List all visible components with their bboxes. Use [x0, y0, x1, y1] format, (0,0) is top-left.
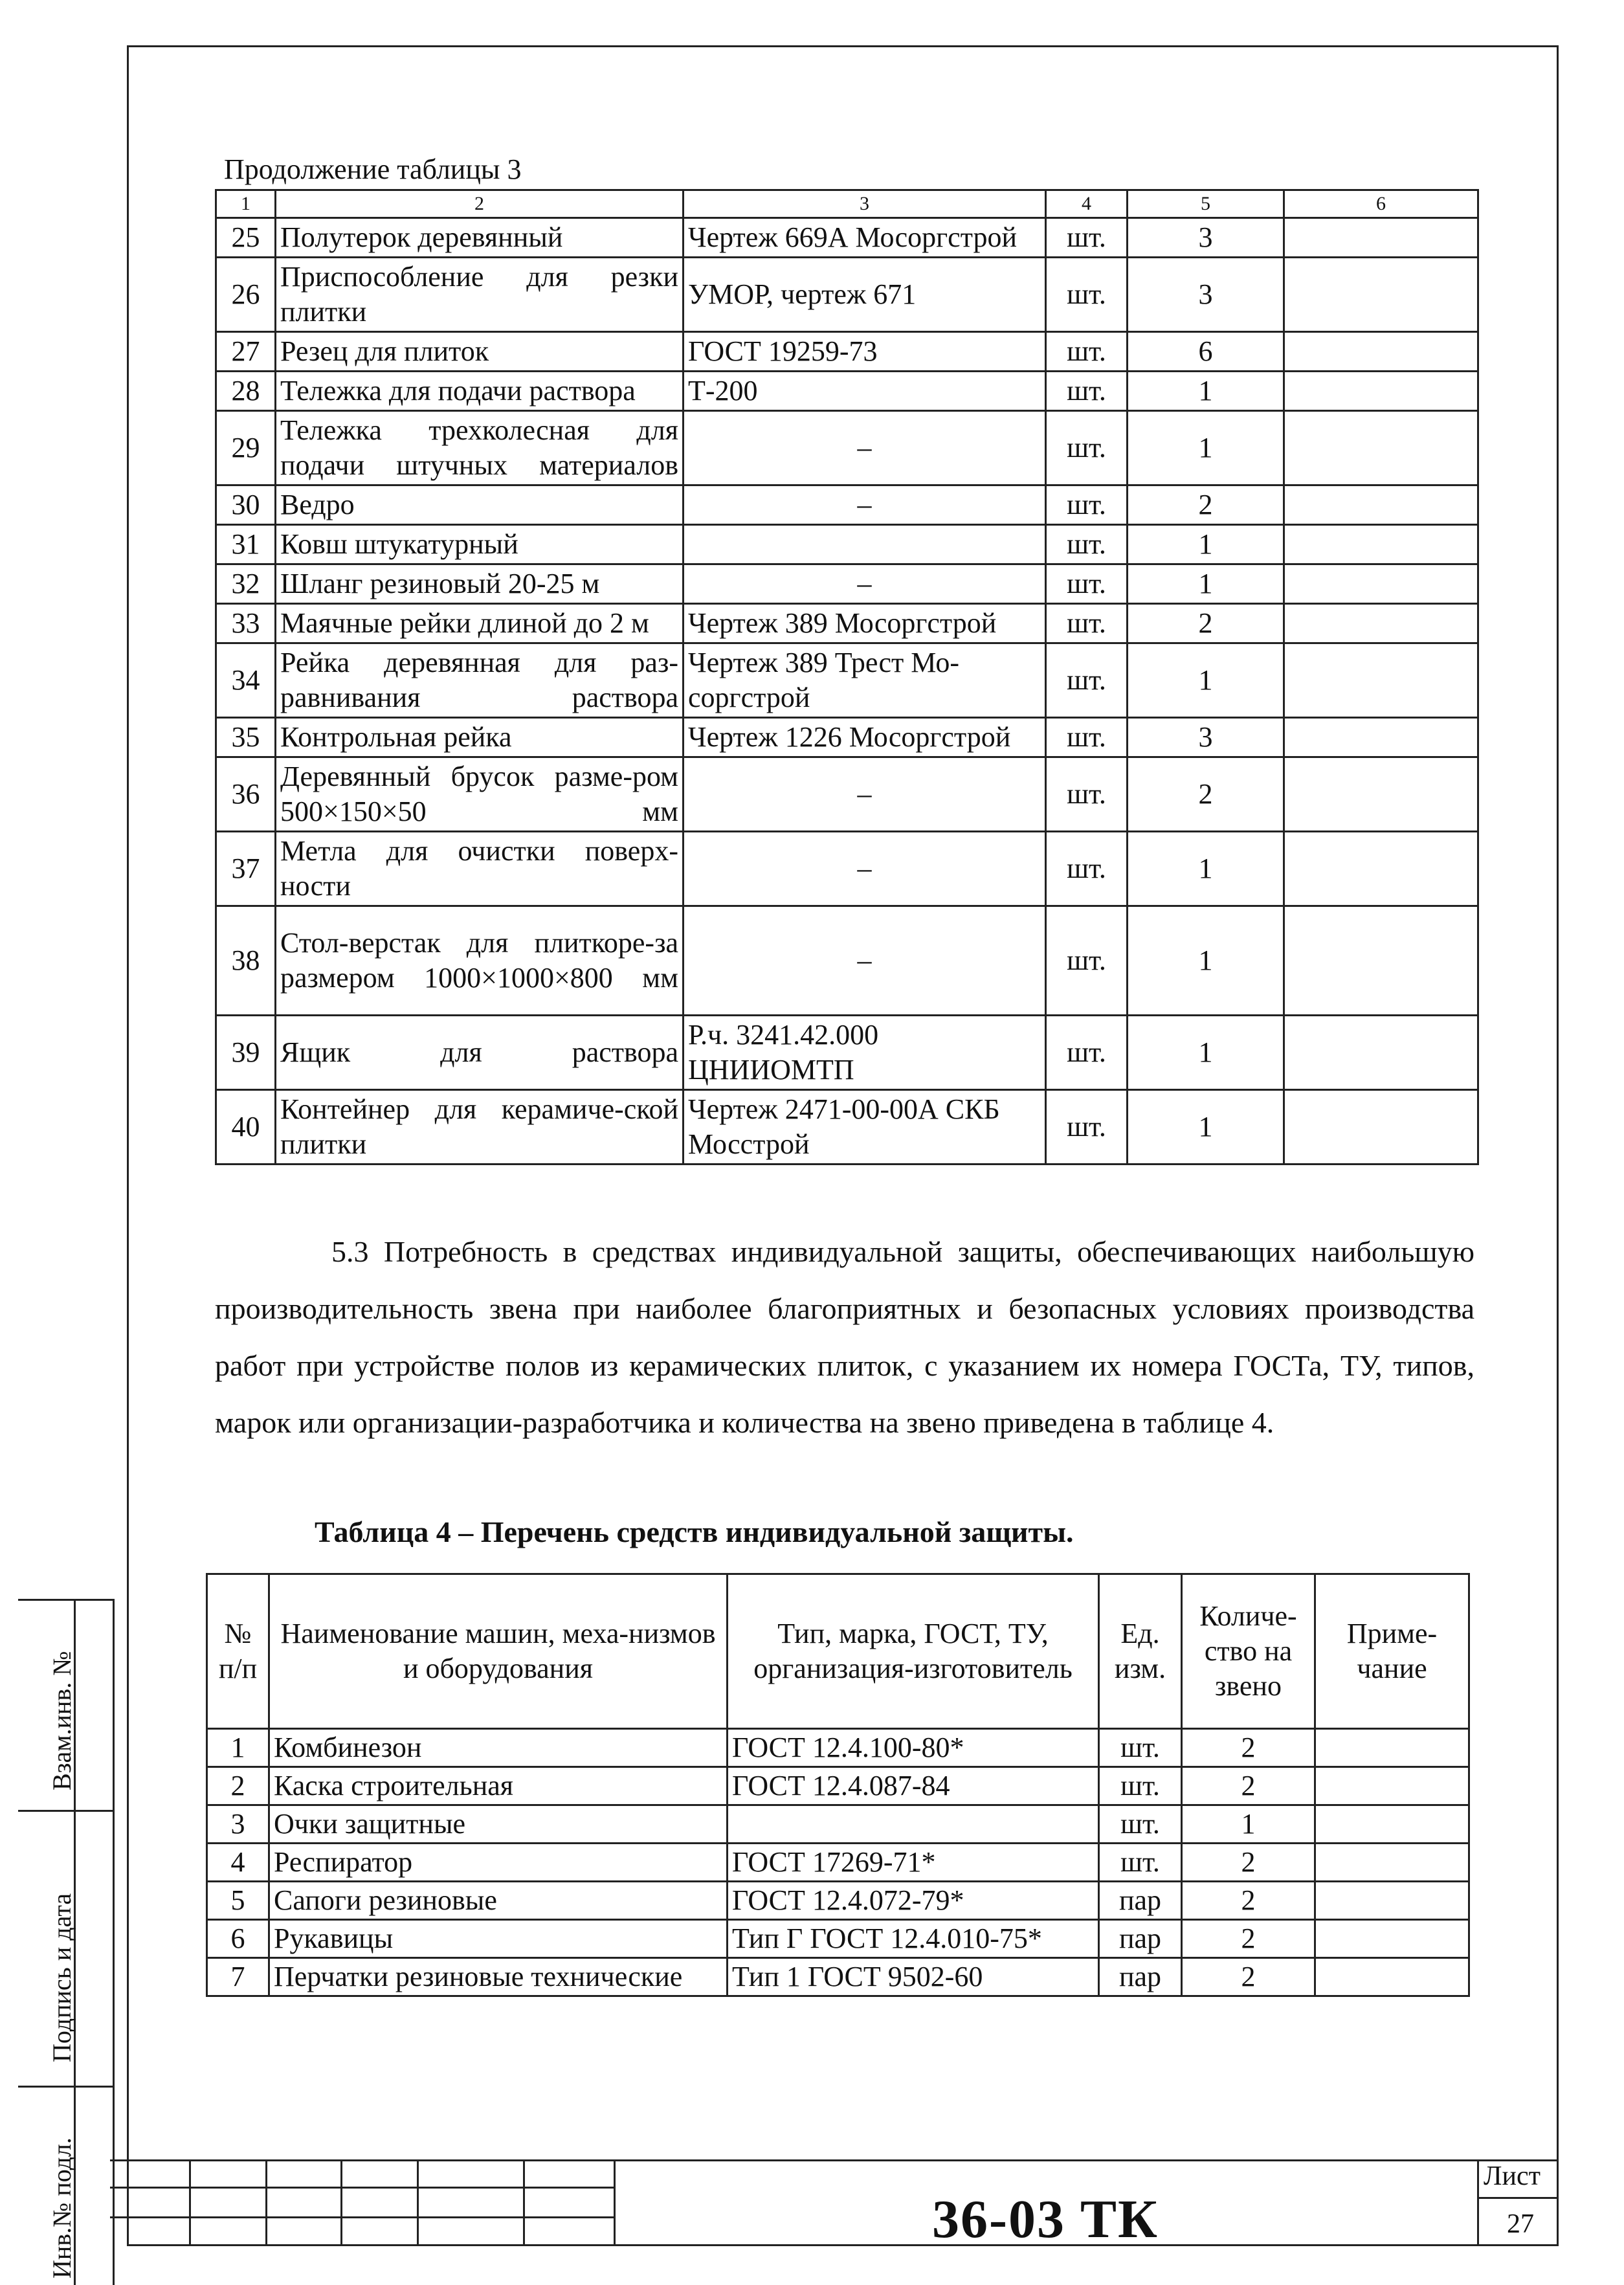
t3-cell-qty: 3: [1128, 218, 1284, 258]
t3-cell-n: 29: [216, 411, 276, 485]
t4-cell-unit: пар: [1099, 1920, 1182, 1958]
t3-cell-type: Чертеж 1226 Мосоргстрой: [684, 718, 1046, 757]
table4: [206, 1573, 1470, 1997]
t3-cell-unit: шт.: [1046, 218, 1128, 258]
side-podpis-label: Подпись и дата: [47, 1893, 76, 2062]
t3-cell-unit: шт.: [1046, 332, 1128, 372]
t3-cell-type: [684, 525, 1046, 564]
t3-cell-n: 35: [216, 718, 276, 757]
paragraph-5-3: [215, 1223, 1474, 1451]
t4-cell-qty: 2: [1182, 1920, 1315, 1958]
t3-cell-qty: 1: [1128, 564, 1284, 604]
table3-row: [216, 218, 1478, 258]
t3-cell-name: Метла для очистки поверх-ности: [276, 832, 684, 906]
t3-cell-n: 28: [216, 372, 276, 411]
t4-cell-note: [1315, 1882, 1469, 1920]
t3-cell-unit: шт.: [1046, 485, 1128, 525]
t4-cell-type: ГОСТ 12.4.072-79*: [728, 1882, 1099, 1920]
t3-cell-type: ГОСТ 19259-73: [684, 332, 1046, 372]
t3-cell-n: 33: [216, 604, 276, 643]
t3-cell-n: 40: [216, 1090, 276, 1165]
t3-cell-type: –: [684, 411, 1046, 485]
t3-cell-unit: шт.: [1046, 1016, 1128, 1090]
t4-cell-name: Очки защитные: [269, 1805, 728, 1844]
t3-cell-unit: шт.: [1046, 258, 1128, 332]
t4-cell-n: 3: [207, 1805, 269, 1844]
t3-cell-n: 25: [216, 218, 276, 258]
t3-cell-qty: 2: [1128, 604, 1284, 643]
t4-cell-n: 7: [207, 1958, 269, 1996]
t3-cell-qty: 1: [1128, 372, 1284, 411]
t3-cell-note: [1284, 604, 1478, 643]
t3-cell-note: [1284, 218, 1478, 258]
t4-cell-n: 1: [207, 1729, 269, 1767]
t3-cell-note: [1284, 1016, 1478, 1090]
t3-cell-note: [1284, 718, 1478, 757]
table4-row: [207, 1805, 1469, 1844]
table3-row: [216, 564, 1478, 604]
t3-cell-qty: 3: [1128, 718, 1284, 757]
t4-cell-qty: 2: [1182, 1767, 1315, 1805]
t3-cell-n: 30: [216, 485, 276, 525]
t3-colnum-cell: 6: [1284, 190, 1478, 218]
t3-cell-qty: 6: [1128, 332, 1284, 372]
document-number: 36-03 ТК: [932, 2189, 1159, 2249]
t3-cell-type: Р.ч. 3241.42.000 ЦНИИОМТП: [684, 1016, 1046, 1090]
t4-cell-type: ГОСТ 12.4.087-84: [728, 1767, 1099, 1805]
t4-cell-name: Рукавицы: [269, 1920, 728, 1958]
t3-cell-n: 32: [216, 564, 276, 604]
t3-colnum-cell: 3: [684, 190, 1046, 218]
table3: [215, 189, 1479, 1165]
t3-cell-type: –: [684, 485, 1046, 525]
t4-cell-n: 6: [207, 1920, 269, 1958]
t3-cell-qty: 3: [1128, 258, 1284, 332]
t3-cell-note: [1284, 372, 1478, 411]
t3-cell-note: [1284, 564, 1478, 604]
t3-cell-name: Ящик для раствора: [276, 1016, 684, 1090]
t3-cell-n: 26: [216, 258, 276, 332]
t4-cell-unit: шт.: [1099, 1805, 1182, 1844]
table4-header-row: [207, 1574, 1469, 1729]
sheet-number: 27: [1507, 2209, 1534, 2239]
t4-cell-unit: шт.: [1099, 1729, 1182, 1767]
t3-cell-name: Стол-верстак для плиткоре-за размером 1000×1000×800 мм: [276, 906, 684, 1016]
t3-cell-note: [1284, 1090, 1478, 1165]
t4-cell-type: Тип Г ГОСТ 12.4.010-75*: [728, 1920, 1099, 1958]
table4-row: [207, 1920, 1469, 1958]
side-stamp: [18, 1599, 114, 2285]
t4-cell-n: 5: [207, 1882, 269, 1920]
t3-cell-name: Резец для плиток: [276, 332, 684, 372]
t4-cell-type: Тип 1 ГОСТ 9502-60: [728, 1958, 1099, 1996]
table4-row: [207, 1844, 1469, 1882]
t3-cell-n: 38: [216, 906, 276, 1016]
table3-caption: Продолжение таблицы 3: [224, 153, 522, 185]
t3-cell-unit: шт.: [1046, 372, 1128, 411]
t3-cell-n: 34: [216, 643, 276, 718]
t3-cell-qty: 2: [1128, 757, 1284, 832]
t4-cell-qty: 2: [1182, 1882, 1315, 1920]
t4-cell-note: [1315, 1729, 1469, 1767]
t4-cell-note: [1315, 1958, 1469, 1996]
table3-row: [216, 757, 1478, 832]
table3-row: [216, 1016, 1478, 1090]
t4-cell-name: Сапоги резиновые: [269, 1882, 728, 1920]
t3-cell-name: Шланг резиновый 20-25 м: [276, 564, 684, 604]
t3-cell-unit: шт.: [1046, 1090, 1128, 1165]
t3-cell-unit: шт.: [1046, 411, 1128, 485]
t3-cell-n: 39: [216, 1016, 276, 1090]
side-inv-label: Инв.№ подл.: [47, 2137, 76, 2279]
t4-header-unit: Ед. изм.: [1099, 1574, 1182, 1729]
t3-cell-type: Чертеж 389 Мосоргстрой: [684, 604, 1046, 643]
t4-cell-note: [1315, 1844, 1469, 1882]
t4-cell-n: 2: [207, 1767, 269, 1805]
t3-colnum-cell: 1: [216, 190, 276, 218]
t3-cell-unit: шт.: [1046, 832, 1128, 906]
table4-row: [207, 1958, 1469, 1996]
t4-header-type: Тип, марка, ГОСТ, ТУ, организация-изготовитель: [728, 1574, 1099, 1729]
t3-cell-note: [1284, 332, 1478, 372]
t4-cell-type: ГОСТ 17269-71*: [728, 1844, 1099, 1882]
t4-cell-qty: 1: [1182, 1805, 1315, 1844]
t4-cell-qty: 2: [1182, 1844, 1315, 1882]
t4-cell-name: Респиратор: [269, 1844, 728, 1882]
t3-cell-type: –: [684, 906, 1046, 1016]
t3-cell-name: Приспособление для резки плитки: [276, 258, 684, 332]
t3-cell-name: Полутерок деревянный: [276, 218, 684, 258]
t4-cell-type: [728, 1805, 1099, 1844]
t3-cell-qty: 2: [1128, 485, 1284, 525]
side-vzam-label: Взам.инв. №: [47, 1651, 76, 1790]
table3-row: [216, 372, 1478, 411]
t3-cell-unit: шт.: [1046, 643, 1128, 718]
table3-row: [216, 604, 1478, 643]
t3-cell-qty: 1: [1128, 832, 1284, 906]
t3-colnum-cell: 5: [1128, 190, 1284, 218]
t3-cell-type: –: [684, 832, 1046, 906]
t3-cell-name: Контрольная рейка: [276, 718, 684, 757]
t3-cell-note: [1284, 643, 1478, 718]
table4-title: Таблица 4 – Перечень средств индивидуальной защиты.: [315, 1515, 1074, 1548]
t4-header-name: Наименование машин, меха-низмов и оборудования: [269, 1574, 728, 1729]
t3-cell-name: Контейнер для керамиче-ской плитки: [276, 1090, 684, 1165]
t4-header-n: № п/п: [207, 1574, 269, 1729]
t3-cell-name: Тележка трехколесная для подачи штучных материалов: [276, 411, 684, 485]
t3-colnum-cell: 4: [1046, 190, 1128, 218]
table3-row: [216, 525, 1478, 564]
t3-cell-name: Рейка деревянная для раз-равнивания раствора: [276, 643, 684, 718]
t4-cell-unit: пар: [1099, 1958, 1182, 1996]
t3-colnum-cell: 2: [276, 190, 684, 218]
t4-cell-unit: пар: [1099, 1882, 1182, 1920]
t4-cell-name: Каска строительная: [269, 1767, 728, 1805]
t4-header-qty: Количе-ство на звено: [1182, 1574, 1315, 1729]
t3-cell-unit: шт.: [1046, 604, 1128, 643]
t3-cell-name: Маячные рейки длиной до 2 м: [276, 604, 684, 643]
table3-row: [216, 485, 1478, 525]
t4-cell-unit: шт.: [1099, 1767, 1182, 1805]
t4-cell-n: 4: [207, 1844, 269, 1882]
t3-cell-n: 27: [216, 332, 276, 372]
t3-cell-type: Т-200: [684, 372, 1046, 411]
t4-header-note: Приме-чание: [1315, 1574, 1469, 1729]
t3-cell-note: [1284, 906, 1478, 1016]
t3-cell-name: Ковш штукатурный: [276, 525, 684, 564]
t3-cell-note: [1284, 258, 1478, 332]
t3-cell-unit: шт.: [1046, 757, 1128, 832]
t3-cell-unit: шт.: [1046, 525, 1128, 564]
table3-column-number-row: [216, 190, 1478, 218]
t4-cell-unit: шт.: [1099, 1844, 1182, 1882]
sheet-label: Лист: [1484, 2161, 1541, 2191]
t3-cell-type: Чертеж 2471-00-00А СКБ Мосстрой: [684, 1090, 1046, 1165]
t4-cell-note: [1315, 1920, 1469, 1958]
t3-cell-note: [1284, 411, 1478, 485]
table4-row: [207, 1729, 1469, 1767]
t3-cell-qty: 1: [1128, 643, 1284, 718]
t3-cell-type: –: [684, 757, 1046, 832]
t3-cell-n: 31: [216, 525, 276, 564]
t3-cell-note: [1284, 757, 1478, 832]
table3-row: [216, 1090, 1478, 1165]
t3-cell-type: УМОР, чертеж 671: [684, 258, 1046, 332]
t3-cell-type: –: [684, 564, 1046, 604]
title-block: [110, 2159, 1559, 2246]
t4-cell-note: [1315, 1767, 1469, 1805]
t3-cell-qty: 1: [1128, 1016, 1284, 1090]
table3-row: [216, 643, 1478, 718]
t3-cell-note: [1284, 525, 1478, 564]
table3-row: [216, 832, 1478, 906]
t3-cell-unit: шт.: [1046, 564, 1128, 604]
t3-cell-n: 37: [216, 832, 276, 906]
t4-cell-qty: 2: [1182, 1958, 1315, 1996]
table4-row: [207, 1882, 1469, 1920]
t3-cell-qty: 1: [1128, 525, 1284, 564]
table3-row: [216, 718, 1478, 757]
t3-cell-note: [1284, 485, 1478, 525]
t3-cell-note: [1284, 832, 1478, 906]
table3-row: [216, 258, 1478, 332]
table3-row: [216, 411, 1478, 485]
t4-cell-name: Комбинезон: [269, 1729, 728, 1767]
t4-cell-type: ГОСТ 12.4.100-80*: [728, 1729, 1099, 1767]
t3-cell-type: Чертеж 389 Трест Мо-соргстрой: [684, 643, 1046, 718]
t3-cell-qty: 1: [1128, 1090, 1284, 1165]
t4-cell-name: Перчатки резиновые технические: [269, 1958, 728, 1996]
paragraph-text: 5.3 Потребность в средствах индивидуальной защиты, обеспечивающих наибольшую производительность звена при наиболее благоприятных и безопасных условиях производства работ при устройстве полов из керамических плиток, с указанием их номера ГОСТа, ТУ, типов, марок или организации-разработчика и количества на звено приведена в таблице 4.: [215, 1235, 1474, 1439]
t3-cell-unit: шт.: [1046, 718, 1128, 757]
t3-cell-name: Деревянный брусок разме-ром 500×150×50 мм: [276, 757, 684, 832]
t4-cell-qty: 2: [1182, 1729, 1315, 1767]
t3-cell-qty: 1: [1128, 906, 1284, 1016]
t3-cell-unit: шт.: [1046, 906, 1128, 1016]
t3-cell-name: Тележка для подачи раствора: [276, 372, 684, 411]
table3-row: [216, 332, 1478, 372]
table3-row: [216, 906, 1478, 1016]
t3-cell-name: Ведро: [276, 485, 684, 525]
table4-row: [207, 1767, 1469, 1805]
t3-cell-type: Чертеж 669А Мосоргстрой: [684, 218, 1046, 258]
t3-cell-qty: 1: [1128, 411, 1284, 485]
t3-cell-n: 36: [216, 757, 276, 832]
t4-cell-note: [1315, 1805, 1469, 1844]
